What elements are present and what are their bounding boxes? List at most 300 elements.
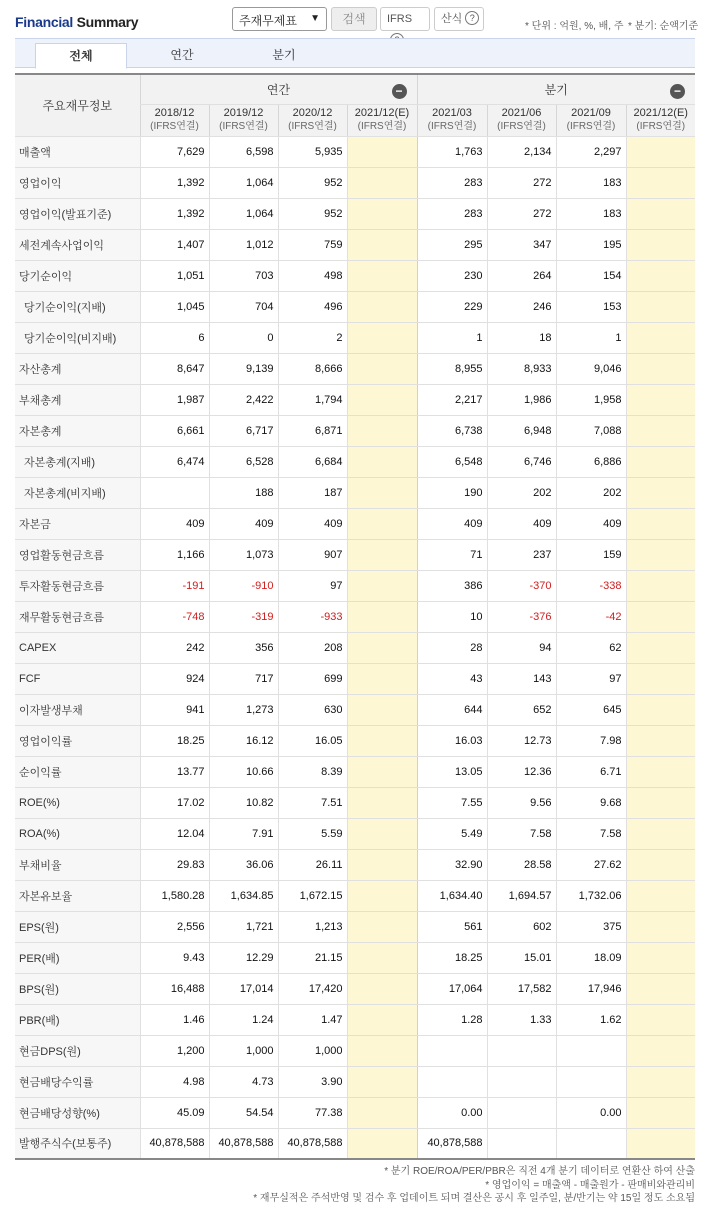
table-cell: 32.90	[417, 849, 487, 880]
table-cell: 6,684	[278, 446, 347, 477]
table-cell: 202	[487, 477, 556, 508]
table-cell: 9,139	[209, 353, 278, 384]
table-cell: 40,878,588	[278, 1128, 347, 1159]
table-cell	[626, 1004, 695, 1035]
table-cell	[626, 663, 695, 694]
table-cell	[626, 1066, 695, 1097]
row-label: 현금DPS(원)	[15, 1035, 140, 1066]
table-cell: 0.00	[556, 1097, 626, 1128]
table-cell: 2,134	[487, 136, 556, 167]
table-cell: 602	[487, 911, 556, 942]
table-row	[15, 446, 695, 477]
table-cell: 12.36	[487, 756, 556, 787]
table-cell: 704	[209, 291, 278, 322]
table-row	[15, 1066, 695, 1097]
table-cell: 6,474	[140, 446, 209, 477]
label-column-header: 주요재무정보	[15, 74, 140, 136]
table-cell: 10.66	[209, 756, 278, 787]
table-cell: 7.55	[417, 787, 487, 818]
table-cell: -42	[556, 601, 626, 632]
table-row	[15, 632, 695, 663]
table-cell: 7,088	[556, 415, 626, 446]
table-cell: 40,878,588	[417, 1128, 487, 1159]
table-cell: 143	[487, 663, 556, 694]
table-cell: 9,046	[556, 353, 626, 384]
table-cell: 496	[278, 291, 347, 322]
table-cell: 3.90	[278, 1066, 347, 1097]
tab-all[interactable]: 전체	[35, 43, 127, 69]
table-cell: 17,420	[278, 973, 347, 1004]
table-cell	[347, 384, 417, 415]
row-label: 자본총계(비지배)	[15, 477, 140, 508]
basis-label: (IFRS연결)	[566, 121, 616, 132]
table-cell: 5,935	[278, 136, 347, 167]
table-cell: -748	[140, 601, 209, 632]
period-label: 2021/12(E)	[633, 107, 688, 119]
collapse-quarter-icon[interactable]: −	[670, 84, 685, 99]
table-cell	[626, 1097, 695, 1128]
table-cell: 18.25	[140, 725, 209, 756]
table-cell: 54.54	[209, 1097, 278, 1128]
table-cell: 21.15	[278, 942, 347, 973]
table-row	[15, 973, 695, 1004]
table-cell: 229	[417, 291, 487, 322]
table-cell: 6,548	[417, 446, 487, 477]
table-cell	[347, 136, 417, 167]
table-cell: 1.24	[209, 1004, 278, 1035]
table-cell: 12.04	[140, 818, 209, 849]
basis-label: (IFRS연결)	[427, 121, 477, 132]
table-row	[15, 818, 695, 849]
row-label: 당기순이익(비지배)	[15, 322, 140, 353]
annual-group-header	[140, 74, 417, 104]
period-column-header	[209, 104, 278, 136]
table-cell	[626, 632, 695, 663]
header	[0, 0, 707, 38]
table-row	[15, 1097, 695, 1128]
report-type-value: 주재무제표	[239, 14, 297, 28]
table-cell	[347, 1004, 417, 1035]
report-type-select[interactable]	[232, 7, 327, 31]
table-cell: 347	[487, 229, 556, 260]
row-label: 이자발생부채	[15, 694, 140, 725]
page-title	[15, 14, 138, 30]
table-cell: 1,273	[209, 694, 278, 725]
table-cell: 6,661	[140, 415, 209, 446]
row-label: 현금배당성향(%)	[15, 1097, 140, 1128]
table-cell: 1,213	[278, 911, 347, 942]
table-cell: 13.77	[140, 756, 209, 787]
table-cell: 1,000	[278, 1035, 347, 1066]
table-cell: 237	[487, 539, 556, 570]
basis-label: (IFRS연결)	[150, 121, 199, 132]
table-cell	[140, 477, 209, 508]
footnote: * 영업이익 = 매출액 - 매출원가 - 판매비와관리비	[485, 1179, 695, 1191]
table-cell	[347, 1066, 417, 1097]
table-cell: 7.51	[278, 787, 347, 818]
table-cell: 703	[209, 260, 278, 291]
table-cell	[626, 384, 695, 415]
table-cell: 8,955	[417, 353, 487, 384]
table-cell: 2	[278, 322, 347, 353]
table-cell: 2,217	[417, 384, 487, 415]
quarter-group-header	[417, 74, 695, 104]
period-column-header	[140, 104, 209, 136]
table-cell	[347, 911, 417, 942]
table-cell: 5.49	[417, 818, 487, 849]
formula-label: 산식	[441, 13, 463, 25]
table-cell: 1.62	[556, 1004, 626, 1035]
basis-label: (IFRS연결)	[357, 121, 407, 132]
table-cell	[626, 818, 695, 849]
table-cell	[626, 1035, 695, 1066]
table-cell: 27.62	[556, 849, 626, 880]
table-cell: 9.43	[140, 942, 209, 973]
table-cell: 29.83	[140, 849, 209, 880]
table-cell: 375	[556, 911, 626, 942]
quarter-group-label: 분기	[544, 82, 568, 97]
table-cell: 0	[209, 322, 278, 353]
table-cell: -910	[209, 570, 278, 601]
table-cell: 409	[278, 508, 347, 539]
table-cell: 630	[278, 694, 347, 725]
table-row	[15, 880, 695, 911]
period-column-header	[417, 104, 487, 136]
table-cell: 1,073	[209, 539, 278, 570]
table-cell: 652	[487, 694, 556, 725]
row-label: 당기순이익(지배)	[15, 291, 140, 322]
table-cell	[626, 725, 695, 756]
table-cell: 9.56	[487, 787, 556, 818]
table-cell: 1,634.85	[209, 880, 278, 911]
table-cell: 4.98	[140, 1066, 209, 1097]
table-cell	[347, 973, 417, 1004]
row-label: 자본금	[15, 508, 140, 539]
table-cell	[347, 446, 417, 477]
row-label: 영업활동현금흐름	[15, 539, 140, 570]
table-cell	[626, 477, 695, 508]
table-cell	[626, 260, 695, 291]
table-cell: 2,297	[556, 136, 626, 167]
table-cell: 17,064	[417, 973, 487, 1004]
table-cell	[347, 849, 417, 880]
table-cell	[347, 229, 417, 260]
table-cell: 1	[417, 322, 487, 353]
brand-part2: Summary	[76, 14, 139, 30]
basis-label: (IFRS연결)	[219, 121, 268, 132]
table-cell	[347, 663, 417, 694]
table-cell: 6,598	[209, 136, 278, 167]
table-cell: 498	[278, 260, 347, 291]
row-label: 투자활동현금흐름	[15, 570, 140, 601]
row-label: 부채총계	[15, 384, 140, 415]
ifrs-help-button[interactable]	[380, 7, 430, 31]
row-label: 영업이익률	[15, 725, 140, 756]
table-row	[15, 322, 695, 353]
table-cell: 561	[417, 911, 487, 942]
table-cell: 1,064	[209, 167, 278, 198]
tab-annual[interactable]: 연간	[170, 48, 194, 62]
table-cell	[626, 353, 695, 384]
table-cell: 8,666	[278, 353, 347, 384]
table-cell: 1,064	[209, 198, 278, 229]
table-cell: 283	[417, 198, 487, 229]
table-cell: 40,878,588	[140, 1128, 209, 1159]
period-label: 2021/09	[571, 107, 611, 119]
table-cell	[347, 508, 417, 539]
footnote: * 분기 ROE/ROA/PER/PBR은 직전 4개 분기 데이터로 연환산 하여 산출	[384, 1166, 695, 1177]
table-cell	[487, 1035, 556, 1066]
table-row	[15, 415, 695, 446]
formula-help-button[interactable]	[434, 7, 484, 31]
table-cell: -319	[209, 601, 278, 632]
table-cell	[347, 787, 417, 818]
table-cell: 2,422	[209, 384, 278, 415]
table-cell	[626, 787, 695, 818]
table-cell: 759	[278, 229, 347, 260]
table-cell	[626, 1128, 695, 1159]
table-cell: 386	[417, 570, 487, 601]
table-cell: 1.46	[140, 1004, 209, 1035]
table-cell: 15.01	[487, 942, 556, 973]
period-column-header	[626, 104, 695, 136]
table-cell: 190	[417, 477, 487, 508]
table-cell: 7.98	[556, 725, 626, 756]
table-cell: 16,488	[140, 973, 209, 1004]
table-cell	[626, 446, 695, 477]
table-cell	[626, 570, 695, 601]
table-cell	[347, 415, 417, 446]
footnotes	[253, 1165, 695, 1206]
period-column-header	[556, 104, 626, 136]
footnote: * 재무실적은 주석반영 및 검수 후 업데이트 되며 결산은 공시 후 일주일, 분/반기는 약 15일 정도 소요됨	[253, 1193, 695, 1204]
table-row	[15, 353, 695, 384]
table-cell: 10.82	[209, 787, 278, 818]
table-cell: 272	[487, 198, 556, 229]
table-cell: 699	[278, 663, 347, 694]
table-cell: 17,946	[556, 973, 626, 1004]
tab-quarter[interactable]: 분기	[272, 48, 296, 62]
table-cell: 45.09	[140, 1097, 209, 1128]
row-label: PBR(배)	[15, 1004, 140, 1035]
table-cell: 242	[140, 632, 209, 663]
chevron-down-icon: ▼	[310, 13, 320, 24]
table-cell: -191	[140, 570, 209, 601]
table-cell: 18.09	[556, 942, 626, 973]
ifrs-label: IFRS	[387, 13, 413, 25]
table-cell: 5.59	[278, 818, 347, 849]
table-cell: 941	[140, 694, 209, 725]
row-label: PER(배)	[15, 942, 140, 973]
table-cell: 1,045	[140, 291, 209, 322]
table-cell: -933	[278, 601, 347, 632]
table-cell	[347, 322, 417, 353]
table-cell: 195	[556, 229, 626, 260]
row-label: CAPEX	[15, 632, 140, 663]
row-label: 순이익률	[15, 756, 140, 787]
brand-part1: Financial	[15, 14, 73, 30]
table-cell: 4.73	[209, 1066, 278, 1097]
table-cell: 183	[556, 198, 626, 229]
row-label: 현금배당수익률	[15, 1066, 140, 1097]
table-row	[15, 477, 695, 508]
table-row	[15, 291, 695, 322]
table-cell: 7.58	[556, 818, 626, 849]
table-cell: 26.11	[278, 849, 347, 880]
table-cell: 0.00	[417, 1097, 487, 1128]
period-column-header	[278, 104, 347, 136]
table-row	[15, 849, 695, 880]
table-row	[15, 136, 695, 167]
table-cell: 28.58	[487, 849, 556, 880]
table-cell: 208	[278, 632, 347, 663]
table-row	[15, 1128, 695, 1159]
table-cell: 6,738	[417, 415, 487, 446]
table-cell	[347, 198, 417, 229]
period-label: 2021/12(E)	[354, 107, 410, 119]
basis-label: (IFRS연결)	[636, 121, 686, 132]
table-cell: -338	[556, 570, 626, 601]
table-cell: -376	[487, 601, 556, 632]
table-cell: 1,694.57	[487, 880, 556, 911]
table-cell: 9.68	[556, 787, 626, 818]
table-cell: 409	[487, 508, 556, 539]
table-cell: 97	[278, 570, 347, 601]
row-label: 매출액	[15, 136, 140, 167]
table-cell	[487, 1066, 556, 1097]
table-cell: 1	[556, 322, 626, 353]
row-label: 영업이익(발표기준)	[15, 198, 140, 229]
table-cell	[347, 353, 417, 384]
row-label: 당기순이익	[15, 260, 140, 291]
table-cell	[347, 942, 417, 973]
table-row	[15, 508, 695, 539]
table-cell: 97	[556, 663, 626, 694]
table-row	[15, 1004, 695, 1035]
table-cell: 159	[556, 539, 626, 570]
table-cell: 409	[417, 508, 487, 539]
table-cell: 18	[487, 322, 556, 353]
table-cell: 283	[417, 167, 487, 198]
table-cell: 409	[140, 508, 209, 539]
table-cell: 154	[556, 260, 626, 291]
table-cell: 924	[140, 663, 209, 694]
table-cell: 246	[487, 291, 556, 322]
table-cell: 1,580.28	[140, 880, 209, 911]
table-cell	[347, 291, 417, 322]
table-cell	[347, 570, 417, 601]
table-cell	[556, 1066, 626, 1097]
table-cell: 8,647	[140, 353, 209, 384]
table-cell: 188	[209, 477, 278, 508]
table-cell: 1.33	[487, 1004, 556, 1035]
table-cell	[626, 756, 695, 787]
table-cell: 717	[209, 663, 278, 694]
table-cell: 1,721	[209, 911, 278, 942]
table-cell: 1,634.40	[417, 880, 487, 911]
table-row	[15, 539, 695, 570]
table-cell	[626, 508, 695, 539]
unit-note: * 단위 : 억원, %, 배, 주	[525, 21, 624, 32]
table-cell	[626, 973, 695, 1004]
table-cell	[417, 1035, 487, 1066]
table-cell: 230	[417, 260, 487, 291]
row-label: ROE(%)	[15, 787, 140, 818]
table-cell: 43	[417, 663, 487, 694]
table-cell: 6,746	[487, 446, 556, 477]
table-cell	[347, 539, 417, 570]
table-cell	[347, 1097, 417, 1128]
collapse-annual-icon[interactable]: −	[392, 84, 407, 99]
search-button[interactable]: 검색	[331, 7, 377, 31]
table-cell: 153	[556, 291, 626, 322]
row-label: 세전계속사업이익	[15, 229, 140, 260]
row-label: 재무활동현금흐름	[15, 601, 140, 632]
row-label: 자본총계(지배)	[15, 446, 140, 477]
table-cell: 1,392	[140, 198, 209, 229]
table-cell	[347, 725, 417, 756]
table-cell: 272	[487, 167, 556, 198]
table-row	[15, 167, 695, 198]
row-label: 자산총계	[15, 353, 140, 384]
row-label: 발행주식수(보통주)	[15, 1128, 140, 1159]
annual-group-label: 연간	[266, 82, 291, 97]
table-cell: 16.12	[209, 725, 278, 756]
table-cell	[626, 849, 695, 880]
table-cell: 28	[417, 632, 487, 663]
table-row	[15, 787, 695, 818]
table-cell	[347, 880, 417, 911]
table-cell: 10	[417, 601, 487, 632]
basis-label: (IFRS연결)	[288, 121, 337, 132]
help-icon: ?	[465, 11, 479, 25]
table-cell: 6	[140, 322, 209, 353]
table-cell	[626, 601, 695, 632]
table-cell: 71	[417, 539, 487, 570]
table-cell	[347, 1035, 417, 1066]
table-row	[15, 198, 695, 229]
table-cell: 952	[278, 167, 347, 198]
table-cell	[347, 694, 417, 725]
period-column-header	[487, 104, 556, 136]
table-cell: 8.39	[278, 756, 347, 787]
table-cell: 12.73	[487, 725, 556, 756]
table-cell: 17,014	[209, 973, 278, 1004]
table-cell: 1.47	[278, 1004, 347, 1035]
table-cell: 183	[556, 167, 626, 198]
basis-label: (IFRS연결)	[497, 121, 546, 132]
quarter-basis-note: * 분기: 순액기준	[628, 21, 699, 32]
table-cell	[626, 911, 695, 942]
row-label: 부채비율	[15, 849, 140, 880]
period-label: 2020/12	[292, 107, 333, 119]
table-cell: 1,732.06	[556, 880, 626, 911]
table-cell	[626, 942, 695, 973]
table-cell: 2,556	[140, 911, 209, 942]
table-row	[15, 570, 695, 601]
table-cell	[626, 291, 695, 322]
table-cell	[347, 260, 417, 291]
table-cell: 645	[556, 694, 626, 725]
table-cell: 94	[487, 632, 556, 663]
table-cell: 6,717	[209, 415, 278, 446]
table-cell: 17,582	[487, 973, 556, 1004]
table-cell	[487, 1128, 556, 1159]
table-cell	[347, 477, 417, 508]
table-cell	[626, 880, 695, 911]
period-label: 2021/03	[432, 107, 472, 119]
table-row	[15, 756, 695, 787]
